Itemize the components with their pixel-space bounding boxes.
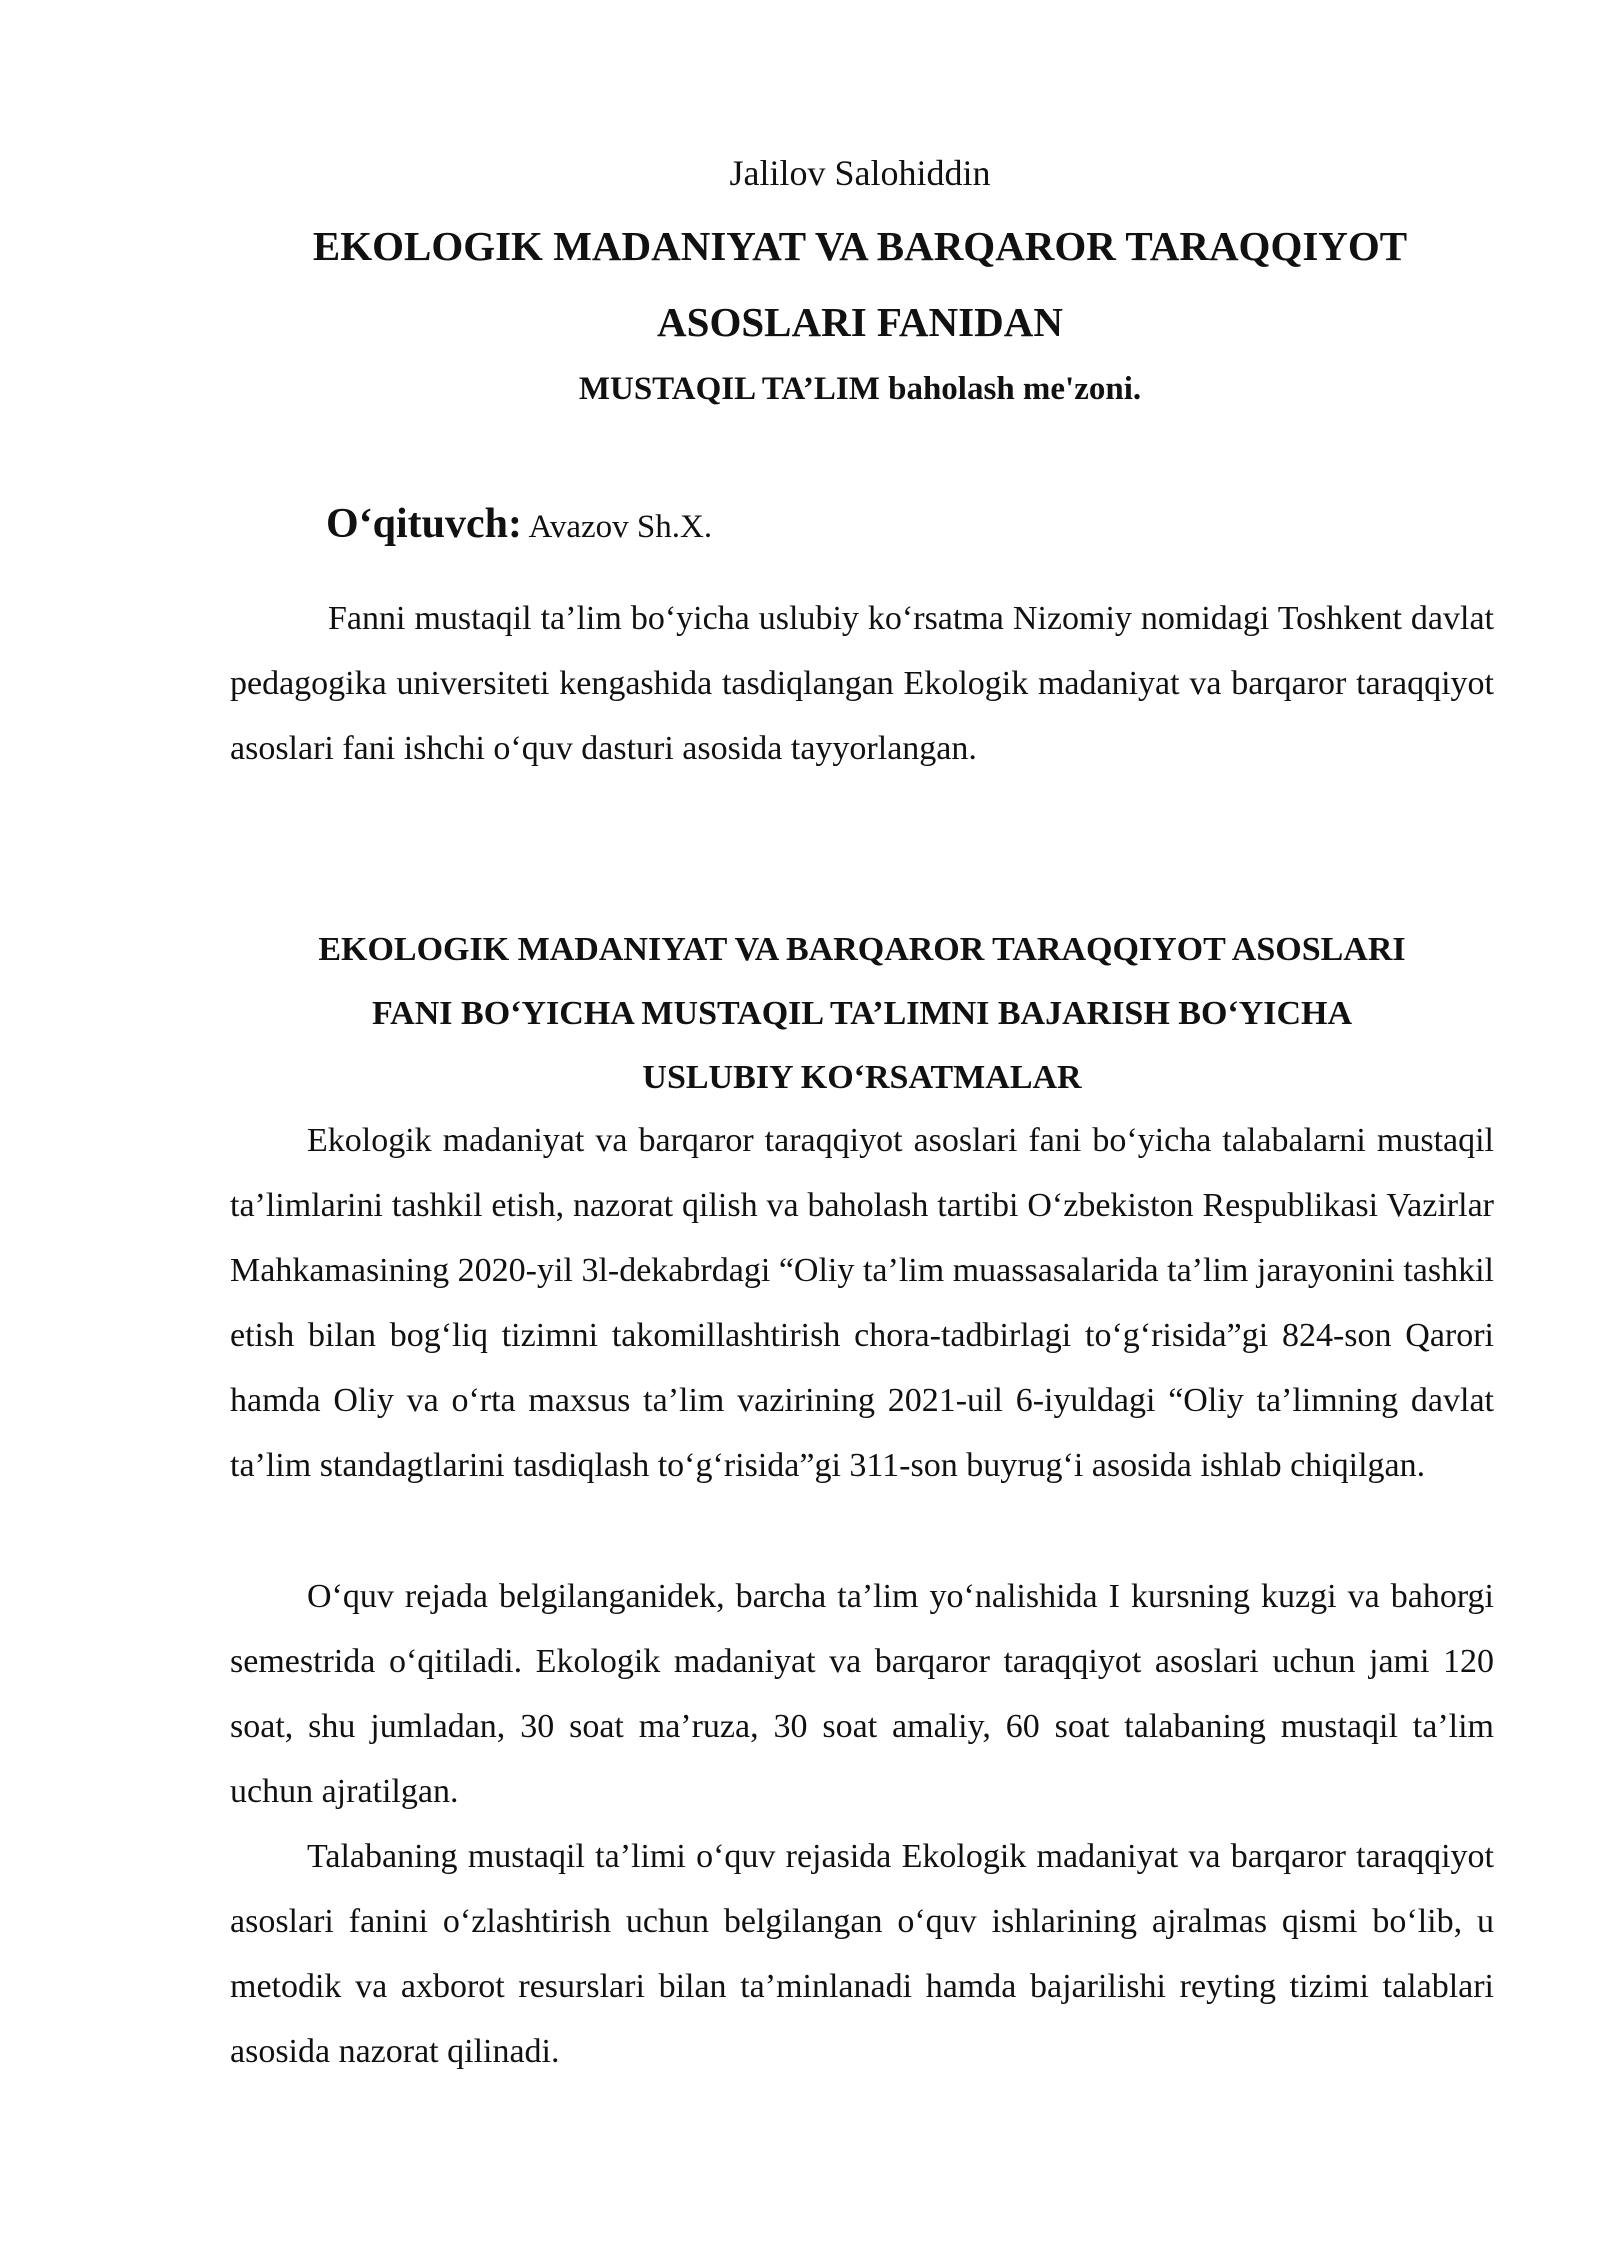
section-title-line-3: USLUBIY KO‘RSATMALAR (642, 1059, 1082, 1096)
body-paragraph-3: Talabaning mustaqil ta’limi o‘quv rejasida Ekologik madaniyat va barqaror taraqqiyot asoslari fanini o‘zlashtirish uchun belgilangan o‘quv ishlarining ajralmas qismi bo‘lib, u metodik va axborot resurslari bilan ta’minlanadi hamda bajarilishi reyting tizimi talablari asosida nazorat qilinadi. (230, 1838, 1494, 2070)
section-title-line-1: EKOLOGIK MADANIYAT VA BARQAROR TARAQQIYOT ASOSLARI (318, 931, 1406, 968)
document-subtitle: MUSTAQIL TA’LIM baholash me'zoni. (578, 371, 1142, 407)
section-title (230, 918, 1494, 1110)
document-title (0, 208, 1600, 360)
teacher-label: O‘qituvch: (326, 501, 523, 547)
document-title-line-2: ASOSLARI FANIDAN (657, 299, 1063, 345)
document-title-line-1: EKOLOGIK MADANIYAT VA BARQAROR TARAQQIYOT (312, 223, 1408, 269)
body-paragraph-1: Ekologik madaniyat va barqaror taraqqiyot asoslari fani bo‘yicha talabalarni mustaqil ta’limlarini tashkil etish, nazorat qilish va baholash tartibi O‘zbekiston Respublikasi Vazirlar Mahkamasining 2020-yil 3l-dekabrdagi “Oliy ta’lim muassasalarida ta’lim jarayonini tashkil etish bilan bog‘liq tizimni takomillashtirish chora-tadbirlagi to‘g‘risida”gi 824-son Qarori hamda Oliy va o‘rta maxsus ta’lim vazirining 2021-uil 6-iyuldagi “Oliy ta’limning davlat ta’lim standagtlarini tasdiqlash to‘g‘risida”gi 311-son buyrug‘i asosida ishlab chiqilgan. (230, 1122, 1494, 1484)
teacher-name: Avazov Sh.X. (528, 509, 713, 545)
author-name: Jalilov Salohiddin (729, 153, 991, 193)
body-paragraph-2: O‘quv rejada belgilanganidek, barcha ta’lim yo‘nalishida I kursning kuzgi va bahorgi semestrida o‘qitiladi. Ekologik madaniyat va barqaror taraqqiyot asoslari uchun jami 120 soat, shu jumladan, 30 soat ma’ruza, 30 soat amaliy, 60 soat talabaning mustaqil ta’lim uchun ajratilgan. (230, 1578, 1494, 1810)
section-title-line-2: FANI BO‘YICHA MUSTAQIL TA’LIMNI BAJARISH BO‘YICHA (371, 995, 1353, 1032)
teacher-line (326, 496, 712, 555)
intro-paragraph: Fanni mustaqil ta’lim bo‘yicha uslubiy ko‘rsatma Nizomiy nomidagi Toshkent davlat pedagogika universiteti kengashida tasdiqlangan Ekologik madaniyat va barqaror taraqqiyot asoslari fani ishchi o‘quv dasturi asosida tayyorlangan. (230, 600, 1494, 767)
